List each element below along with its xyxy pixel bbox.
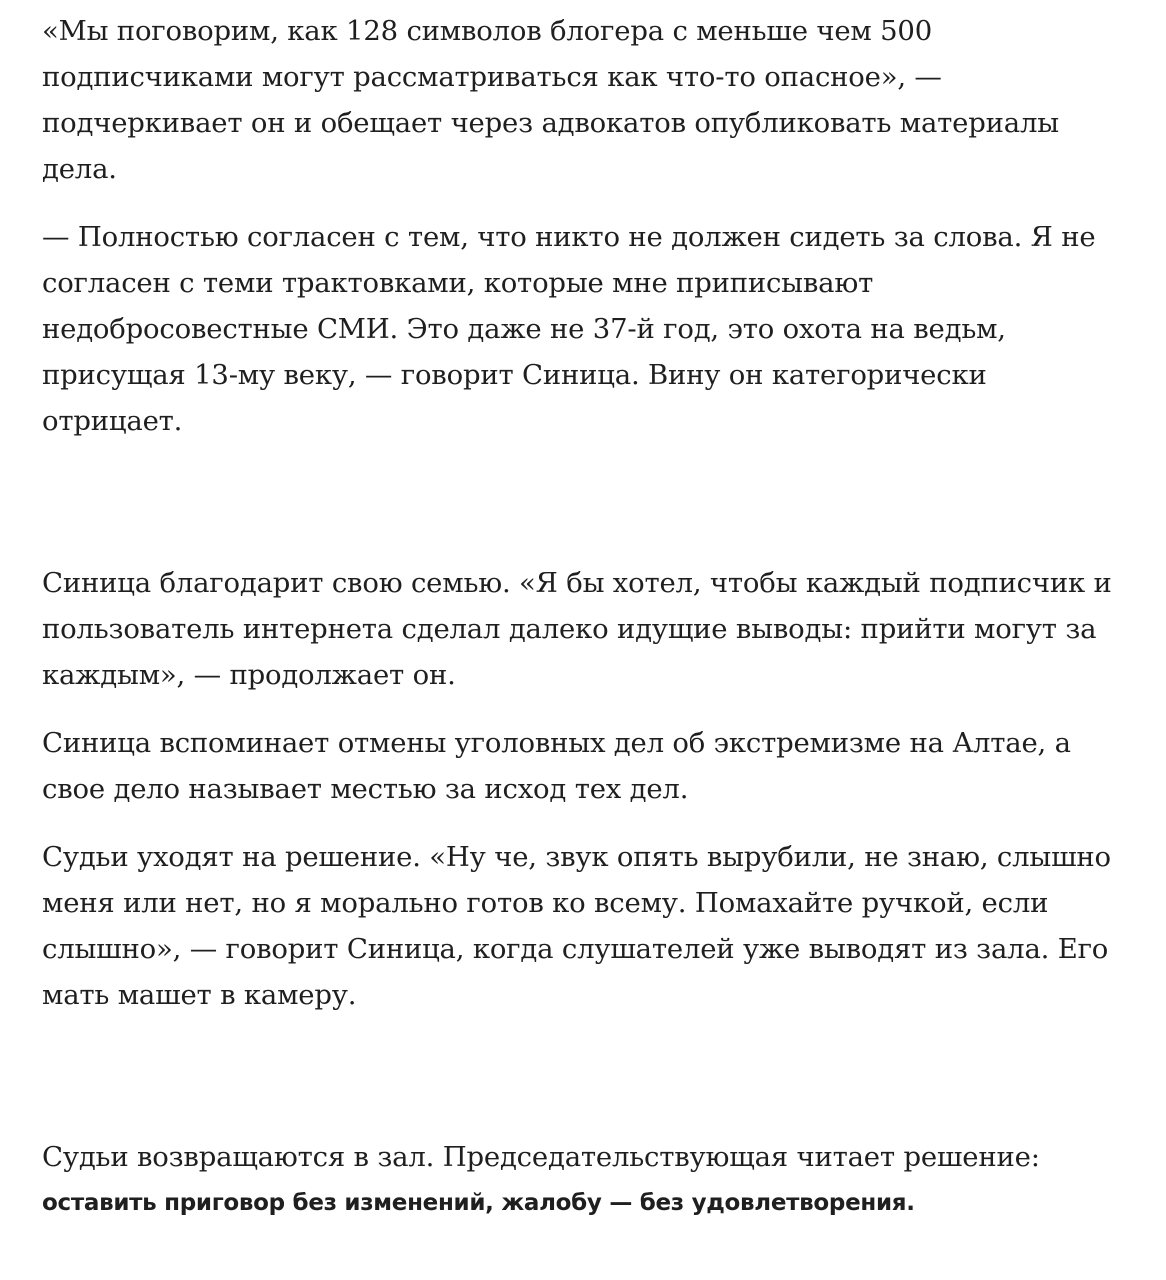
article-body (42, 8, 1127, 1226)
paragraph-quote-128-symbols: «Мы поговорим, как 128 символов блогера с меньше чем 500 подписчиками могут рассматриваться как что-то опасное», — подчеркивает он и обещает через адвокатов опубликовать материалы дела. (42, 15, 1059, 185)
paragraph-thanks-family: Синица благодарит свою семью. «Я бы хотел, чтобы каждый подписчик и пользователь интернета сделал далеко идущие выводы: прийти могут за каждым», — продолжает он. (42, 567, 1112, 691)
paragraph-altai-cases: Синица вспоминает отмены уголовных дел об экстремизме на Алтае, а свое дело называет местью за исход тех дел. (42, 727, 1071, 805)
paragraph-verdict (42, 1134, 1127, 1226)
paragraph-sinitsa-statement: — Полностью согласен с тем, что никто не должен сидеть за слова. Я не согласен с теми трактовками, которые мне приписывают недобросовестные СМИ. Это даже не 37-й год, это охота на ведьм, присущая 13-му веку, — говорит Синица. Вину он категорически отрицает. (42, 221, 1096, 437)
paragraph-judges-leave: Судьи уходят на решение. «Ну че, звук опять вырубили, не знаю, слышно меня или нет, но я морально готов ко всему. Помахайте ручкой, если слышно», — говорит Синица, когда слушателей уже выводят из зала. Его мать машет в камеру. (42, 841, 1111, 1011)
verdict-decision: оставить приговор без изменений, жалобу — без удовлетворения. (42, 1190, 915, 1216)
verdict-intro: Судьи возвращаются в зал. Председательствующая читает решение: (42, 1141, 1040, 1173)
